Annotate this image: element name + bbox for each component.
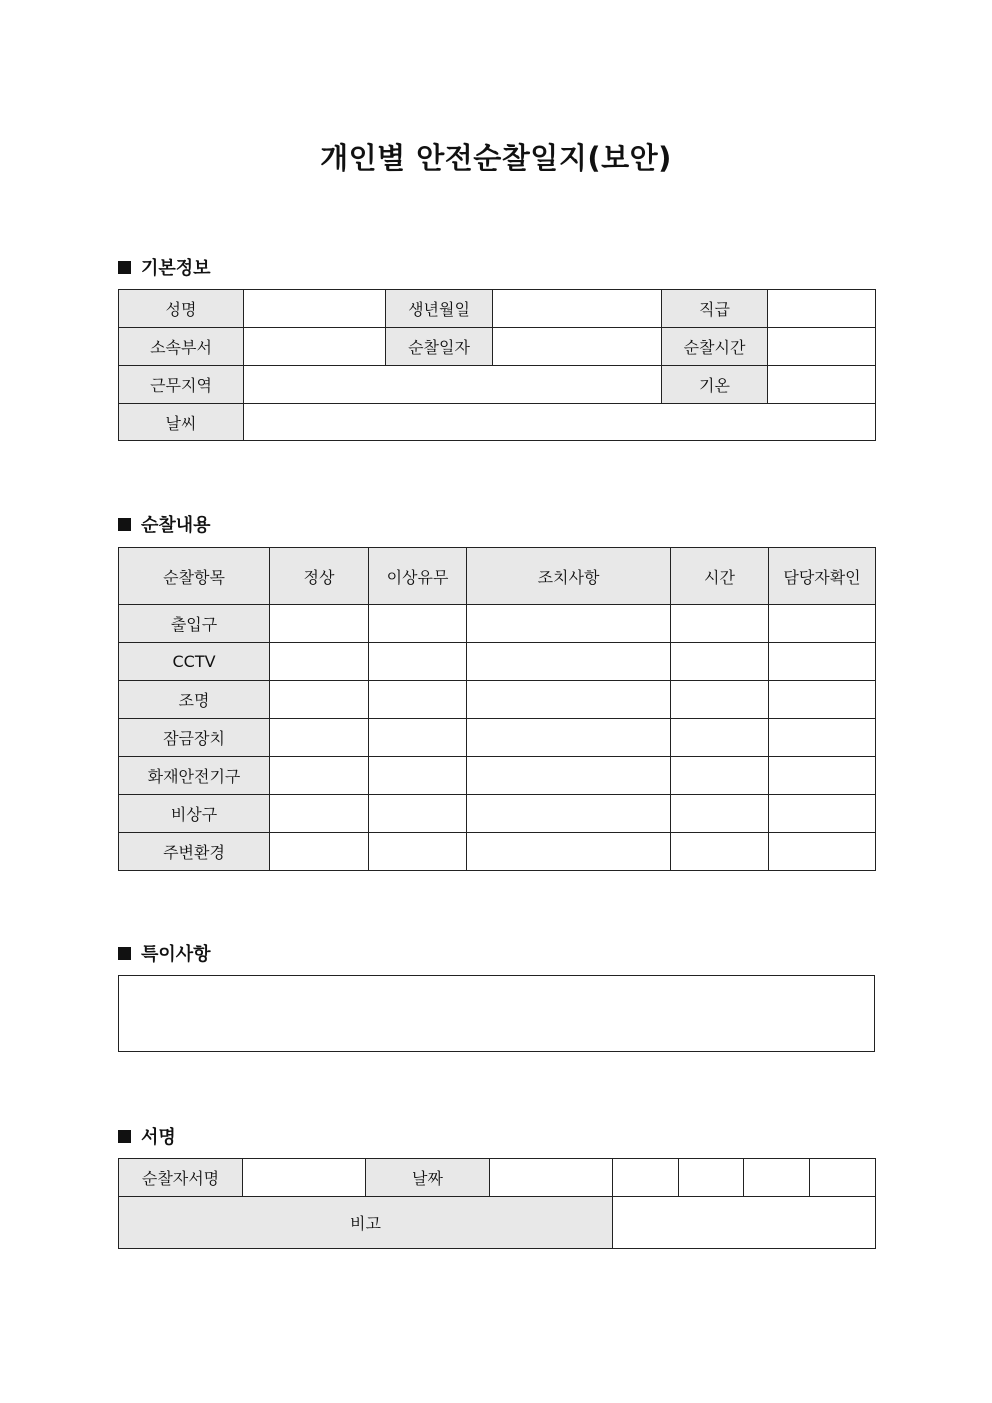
patrol-item-surroundings: 주변환경 xyxy=(119,833,270,871)
section-heading-patrol xyxy=(118,511,211,537)
temperature-label: 기온 xyxy=(662,366,768,404)
patrol-item-locks: 잠금장치 xyxy=(119,719,270,757)
abnormality-cell[interactable] xyxy=(369,605,467,643)
section-title: 특이사항 xyxy=(141,944,211,965)
abnormality-cell[interactable] xyxy=(369,681,467,719)
department-label: 소속부서 xyxy=(119,328,244,366)
action-cell[interactable] xyxy=(467,643,671,681)
normal-cell[interactable] xyxy=(270,795,369,833)
sign-date-field[interactable] xyxy=(490,1159,613,1197)
section-title: 순찰내용 xyxy=(141,515,211,536)
action-cell[interactable] xyxy=(467,833,671,871)
square-bullet-icon xyxy=(118,947,131,960)
basic-info-table xyxy=(118,289,876,441)
abnormality-cell[interactable] xyxy=(369,833,467,871)
abnormality-cell[interactable] xyxy=(369,643,467,681)
action-cell[interactable] xyxy=(467,681,671,719)
patrol-item-lighting: 조명 xyxy=(119,681,270,719)
normal-cell[interactable] xyxy=(270,605,369,643)
header-patrol-item: 순찰항목 xyxy=(119,548,270,605)
time-cell[interactable] xyxy=(671,605,769,643)
patrol-item-cctv: CCTV xyxy=(119,643,270,681)
check-cell[interactable] xyxy=(769,643,876,681)
remarks-label: 비고 xyxy=(119,1197,613,1249)
patrol-table xyxy=(118,547,876,871)
approval-cell[interactable] xyxy=(744,1159,810,1197)
normal-cell[interactable] xyxy=(270,643,369,681)
section-heading-notes xyxy=(118,940,211,966)
work-area-label: 근무지역 xyxy=(119,366,244,404)
patrol-date-field[interactable] xyxy=(493,328,662,366)
square-bullet-icon xyxy=(118,261,131,274)
action-cell[interactable] xyxy=(467,757,671,795)
notes-field[interactable] xyxy=(118,975,875,1052)
header-abnormality: 이상유무 xyxy=(369,548,467,605)
patrol-item-emergency-exit: 비상구 xyxy=(119,795,270,833)
signer-label: 순찰자서명 xyxy=(119,1159,243,1197)
remarks-field[interactable] xyxy=(613,1197,876,1249)
patrol-time-field[interactable] xyxy=(768,328,876,366)
header-normal: 정상 xyxy=(270,548,369,605)
approval-cell[interactable] xyxy=(613,1159,679,1197)
check-cell[interactable] xyxy=(769,719,876,757)
name-label: 성명 xyxy=(119,290,244,328)
rank-label: 직급 xyxy=(662,290,768,328)
action-cell[interactable] xyxy=(467,719,671,757)
action-cell[interactable] xyxy=(467,795,671,833)
check-cell[interactable] xyxy=(769,681,876,719)
time-cell[interactable] xyxy=(671,643,769,681)
approval-cell[interactable] xyxy=(679,1159,744,1197)
patrol-time-label: 순찰시간 xyxy=(662,328,768,366)
time-cell[interactable] xyxy=(671,757,769,795)
normal-cell[interactable] xyxy=(270,757,369,795)
square-bullet-icon xyxy=(118,518,131,531)
weather-field[interactable] xyxy=(244,404,876,441)
sign-date-label: 날짜 xyxy=(366,1159,490,1197)
page-title: 개인별 안전순찰일지(보안) xyxy=(320,141,672,175)
patrol-item-entrance: 출입구 xyxy=(119,605,270,643)
signer-field[interactable] xyxy=(243,1159,366,1197)
department-field[interactable] xyxy=(244,328,386,366)
abnormality-cell[interactable] xyxy=(369,757,467,795)
normal-cell[interactable] xyxy=(270,833,369,871)
time-cell[interactable] xyxy=(671,795,769,833)
work-area-field[interactable] xyxy=(244,366,662,404)
section-heading-signature xyxy=(118,1123,176,1149)
check-cell[interactable] xyxy=(769,795,876,833)
patrol-date-label: 순찰일자 xyxy=(386,328,493,366)
normal-cell[interactable] xyxy=(270,719,369,757)
section-title: 기본정보 xyxy=(141,258,211,279)
square-bullet-icon xyxy=(118,1130,131,1143)
temperature-field[interactable] xyxy=(768,366,876,404)
header-time: 시간 xyxy=(671,548,769,605)
header-manager-check: 담당자확인 xyxy=(769,548,876,605)
check-cell[interactable] xyxy=(769,605,876,643)
time-cell[interactable] xyxy=(671,833,769,871)
approval-cell[interactable] xyxy=(810,1159,876,1197)
patrol-item-fire-safety: 화재안전기구 xyxy=(119,757,270,795)
rank-field[interactable] xyxy=(768,290,876,328)
time-cell[interactable] xyxy=(671,681,769,719)
section-title: 서명 xyxy=(141,1127,176,1148)
abnormality-cell[interactable] xyxy=(369,795,467,833)
check-cell[interactable] xyxy=(769,757,876,795)
normal-cell[interactable] xyxy=(270,681,369,719)
section-heading-basic-info xyxy=(118,254,211,280)
birth-date-field[interactable] xyxy=(493,290,662,328)
signature-table xyxy=(118,1158,876,1249)
birth-date-label: 생년월일 xyxy=(386,290,493,328)
name-field[interactable] xyxy=(244,290,386,328)
action-cell[interactable] xyxy=(467,605,671,643)
header-action-taken: 조치사항 xyxy=(467,548,671,605)
time-cell[interactable] xyxy=(671,719,769,757)
check-cell[interactable] xyxy=(769,833,876,871)
abnormality-cell[interactable] xyxy=(369,719,467,757)
weather-label: 날씨 xyxy=(119,404,244,441)
